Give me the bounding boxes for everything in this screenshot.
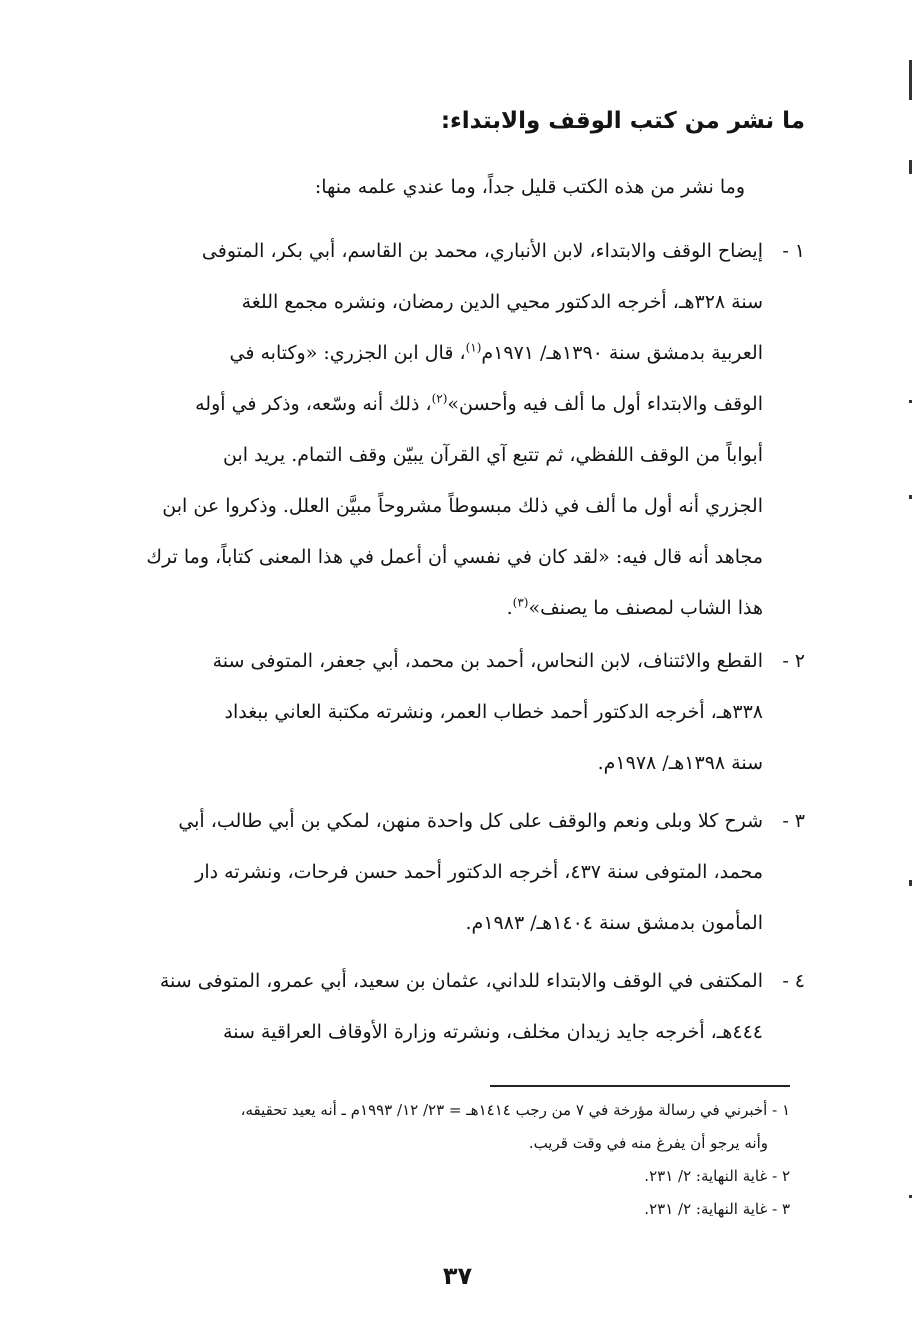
page-number: ٣٧ (442, 1262, 473, 1290)
item-line (75, 328, 763, 379)
scan-edge-mark (909, 1195, 912, 1198)
item-line-text: ، ذلك أنه وسّعه، وذكر في أوله (195, 393, 432, 415)
footnote-ref[interactable]: (١) (465, 340, 482, 355)
item-text (75, 956, 763, 1058)
scan-edge-mark (909, 880, 912, 886)
list-item (75, 956, 805, 1058)
scan-edge-mark (909, 60, 912, 100)
item-number: ٢ - (782, 650, 805, 672)
item-line: الجزري أنه أول ما ألف في ذلك مبسوطاً مشروحاً مبيَّن العلل. وذكروا عن ابن (162, 495, 763, 517)
item-line-text: . (506, 597, 513, 619)
item-line-text: العربية بدمشق سنة ١٣٩٠هـ/ ١٩٧١م (481, 342, 763, 364)
item-line: محمد، المتوفى سنة ٤٣٧، أخرجه الدكتور أحمد حسن فرحات، ونشرته دار (195, 861, 763, 883)
item-line: ٣٣٨هـ، أخرجه الدكتور أحمد خطاب العمر، ونشرته مكتبة العاني ببغداد (224, 701, 763, 723)
item-line (75, 583, 763, 634)
item-line: مجاهد أنه قال فيه: «لقد كان في نفسي أن أعمل في هذا المعنى كتاباً، وما ترك (146, 546, 763, 568)
item-line: شرح كلا وبلى ونعم والوقف على كل واحدة منهن، لمكي بن أبي طالب، أبي (178, 810, 763, 832)
footnote-2: ٢ - غاية النهاية: ٢/ ٢٣١. (644, 1167, 790, 1185)
item-number: ٣ - (782, 810, 805, 832)
footnote-ref[interactable]: (٢) (431, 391, 448, 406)
footnotes (90, 1094, 790, 1226)
scan-edge-mark (909, 400, 912, 403)
list-item (75, 226, 805, 634)
item-text (75, 636, 763, 789)
item-line: المكتفى في الوقف والابتداء للداني، عثمان بن سعيد، أبي عمرو، المتوفى سنة (159, 970, 763, 992)
item-line: إيضاح الوقف والابتداء، لابن الأنباري، محمد بن القاسم، أبي بكر، المتوفى (201, 240, 763, 262)
section-heading: ما نشر من كتب الوقف والابتداء: (440, 108, 805, 134)
item-line: سنة ٣٢٨هـ، أخرجه الدكتور محيي الدين رمضان، ونشره مجمع اللغة (241, 291, 763, 313)
footnote-ref[interactable]: (٣) (512, 595, 529, 610)
item-line: القطع والائتناف، لابن النحاس، أحمد بن محمد، أبي جعفر، المتوفى سنة (212, 650, 763, 672)
item-line: ٤٤٤هـ، أخرجه جايد زيدان مخلف، ونشرته وزارة الأوقاف العراقية سنة (223, 1021, 763, 1043)
item-number: ١ - (782, 240, 805, 262)
item-line-text: هذا الشاب لمصنف ما يصنف» (528, 597, 763, 619)
item-line-text: ، قال ابن الجزري: «وكتابه في (229, 342, 466, 364)
footnote-divider (490, 1085, 790, 1087)
item-text (75, 796, 763, 949)
item-line (75, 379, 763, 430)
item-text (75, 226, 763, 634)
footnote-1-continuation: وأنه يرجو أن يفرغ منه في وقت قريب. (528, 1134, 768, 1152)
scan-edge-mark (909, 160, 912, 174)
scan-edge-mark (909, 495, 912, 499)
item-number: ٤ - (782, 970, 805, 992)
item-line-text: الوقف والابتداء أول ما ألف فيه وأحسن» (447, 393, 763, 415)
footnote-1: ١ - أخبرني في رسالة مؤرخة في ٧ من رجب ١٤١٤هـ = ٢٣/ ١٢/ ١٩٩٣م ـ أنه يعيد تحقيقه، (240, 1101, 790, 1119)
intro-paragraph: وما نشر من هذه الكتب قليل جداً، وما عندي علمه منها: (314, 176, 745, 198)
item-line: أبواباً من الوقف اللفظي، ثم تتبع آي القرآن يبيّن وقف التمام. يريد ابن (223, 444, 763, 466)
list-item (75, 796, 805, 949)
item-line: سنة ١٣٩٨هـ/ ١٩٧٨م. (597, 752, 763, 774)
footnote-3: ٣ - غاية النهاية: ٢/ ٢٣١. (644, 1200, 790, 1218)
list-item (75, 636, 805, 789)
item-line: المأمون بدمشق سنة ١٤٠٤هـ/ ١٩٨٣م. (465, 912, 763, 934)
